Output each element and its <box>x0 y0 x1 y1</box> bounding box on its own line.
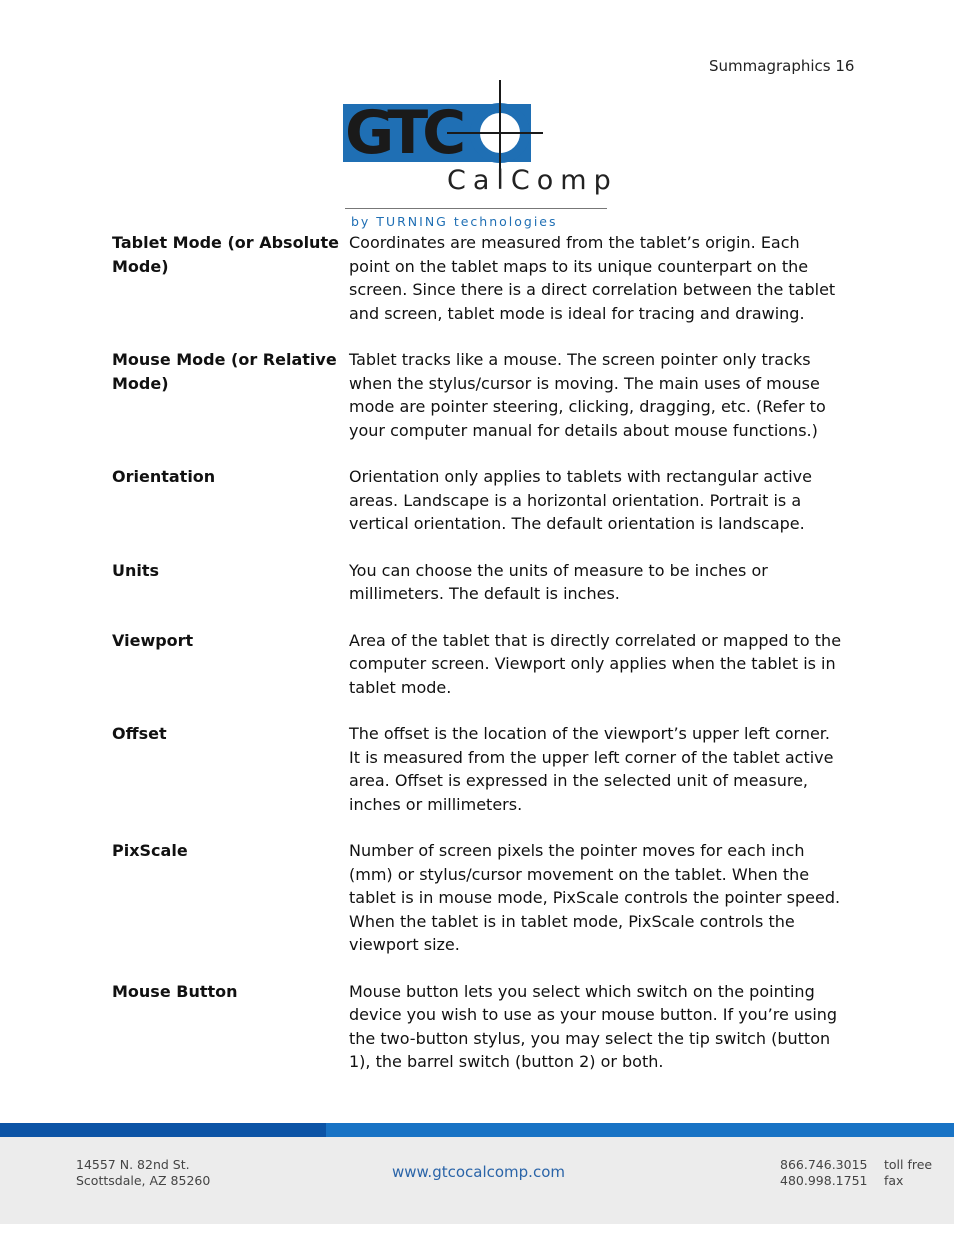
definition-term: PixScale <box>112 841 188 860</box>
definition-text: You can choose the units of measure to be inches or millimeters. The default is inches. <box>349 560 768 603</box>
phone-number: 866.746.3015 <box>780 1157 868 1172</box>
address-line: Scottsdale, AZ 85260 <box>76 1173 211 1188</box>
definition-row <box>112 348 842 442</box>
definition-row <box>112 559 842 606</box>
logo-mark: GTC <box>343 104 531 162</box>
definition-text: Mouse button lets you select which switch on the pointing device you wish to use as your mouse button. If you’re using the two-button stylus, you may select the tip switch (button 1), the barrel switch (button 2) or both. <box>349 981 838 1071</box>
definition-text: Coordinates are measured from the tablet’s origin. Each point on the tablet maps to its unique counterpart on the screen. Since there is a direct correlation between the tablet and screen, tablet mode is ideal for tracing and drawing. <box>349 233 836 323</box>
definition-text: Orientation only applies to tablets with rectangular active areas. Landscape is a horizontal orientation. Portrait is a vertical orientation. The default orientation is landscape. <box>349 467 812 533</box>
definition-term: Offset <box>112 724 167 743</box>
page-header-label: Summagraphics 16 <box>709 57 855 75</box>
definition-row <box>112 629 842 700</box>
definition-term: Viewport <box>112 630 194 650</box>
definition-text: The offset is the location of the viewport’s upper left corner. It is measured from the upper left corner of the tablet active area. Offset is expressed in the selected unit of measure, inches or millimeters. <box>349 724 834 814</box>
definition-row <box>112 231 842 325</box>
fax-number: 480.998.1751 <box>780 1173 868 1188</box>
address-line: 14557 N. 82nd St. <box>76 1157 190 1172</box>
page-footer <box>0 1123 954 1235</box>
definition-row <box>112 722 842 816</box>
fax-label: fax <box>884 1173 904 1188</box>
logo-wordmark: CalComp <box>447 165 618 196</box>
footer-phone-labels <box>884 1157 932 1189</box>
gtco-calcomp-logo <box>343 78 618 233</box>
footer-accent-bar-dark <box>0 1123 326 1137</box>
definition-list <box>112 231 842 1097</box>
footer-website-link[interactable]: www.gtcocalcomp.com <box>392 1163 565 1181</box>
definition-row <box>112 465 842 536</box>
definition-row <box>112 839 842 957</box>
definition-term: Orientation <box>112 467 216 486</box>
definition-term: Mouse Button <box>112 981 238 1001</box>
definition-text: Tablet tracks like a mouse. The screen pointer only tracks when the stylus/cursor is moving. The main uses of mouse mode are pointer steering, clicking, dragging, etc. (Refer to your computer manual for details about mouse functions.) <box>349 350 826 440</box>
definition-row <box>112 980 842 1074</box>
definition-term: Tablet Mode (or Absolute Mode) <box>112 233 339 276</box>
definition-term: Mouse Mode (or Relative Mode) <box>112 350 337 393</box>
footer-address <box>76 1157 210 1189</box>
logo-tagline: by TURNING technologies <box>351 214 558 229</box>
definition-text: Number of screen pixels the pointer moves for each inch (mm) or stylus/cursor movement on the tablet. When the tablet is in mouse mode, PixScale controls the pointer speed. When the tablet is in tablet mode, PixScale controls the viewport size. <box>349 841 841 954</box>
definition-text: Area of the tablet that is directly correlated or mapped to the computer screen. Viewport only applies when the tablet is in tablet mode. <box>349 630 842 697</box>
footer-phone-numbers <box>780 1157 867 1189</box>
definition-term: Units <box>112 560 160 580</box>
logo-divider <box>345 208 607 209</box>
phone-label: toll free <box>884 1157 933 1172</box>
